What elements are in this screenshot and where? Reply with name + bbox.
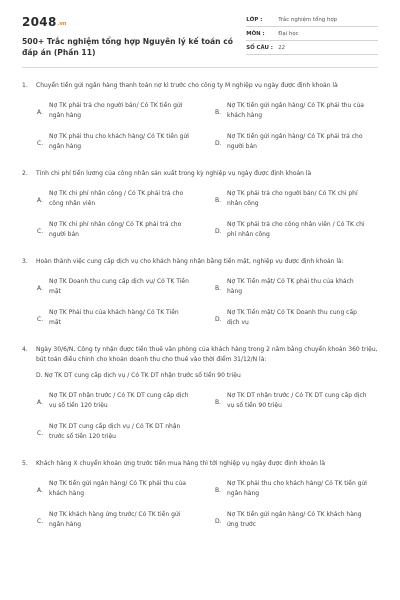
- answer-text: Nợ TK tiền gửi ngân hàng/ Có TK phải thu của khách hàng: [227, 102, 364, 119]
- answer-row: [22, 216, 378, 244]
- logo-main-text: 2048: [22, 15, 57, 29]
- answer-text: Nợ TK phải trả cho người bán/ Có TK chi phí nhân công: [227, 190, 358, 207]
- answer-grid: [22, 475, 378, 534]
- meta-row-subject: [246, 27, 378, 41]
- question-number: 1.: [22, 82, 28, 89]
- answer-text: Nợ TK Phải thu của khách hàng/ Có TK Tiền mặt: [49, 309, 179, 326]
- answer-row: [22, 185, 378, 213]
- answer-option-a[interactable]: [22, 185, 200, 213]
- answer-option-a[interactable]: [22, 387, 200, 415]
- answer-row: [22, 418, 378, 446]
- answer-option-a[interactable]: [22, 97, 200, 125]
- answer-text: Nợ TK tiền gửi ngân hàng/ Có TK khách hàng ứng trước: [227, 511, 362, 528]
- answer-letter: B.: [215, 285, 222, 292]
- answer-row: [22, 387, 378, 415]
- logo-domain-text: .vn: [57, 21, 67, 27]
- question-number: 3.: [22, 258, 28, 265]
- answer-letter: A.: [37, 487, 43, 494]
- answer-letter: A.: [37, 285, 43, 292]
- answer-option-b[interactable]: [200, 97, 378, 125]
- question-stem: [22, 257, 378, 267]
- answer-text: Nợ TK phải trả cho người bán/ Có TK tiền gửi ngân hàng: [49, 102, 183, 119]
- answer-option-c[interactable]: [22, 216, 200, 244]
- meta-value: Trắc nghiệm tổng hợp: [278, 16, 338, 23]
- answer-option-d[interactable]: [200, 304, 378, 332]
- meta-value: 22: [278, 44, 286, 51]
- answer-grid: [22, 273, 378, 332]
- question-5: [22, 459, 378, 534]
- answer-letter: B.: [215, 487, 222, 494]
- answer-letter: D.: [215, 140, 222, 147]
- meta-label: MÔN :: [246, 30, 265, 37]
- answer-text: Nợ TK DT nhận trước / Có TK DT cung cấp dịch vụ số tiền 120 triệu: [49, 392, 189, 409]
- meta-value: Đại học: [278, 30, 299, 37]
- answer-text: Nợ TK Tiền mặt/ Có TK Doanh thu cung cấp dịch vụ: [227, 309, 357, 326]
- answer-text: Nợ TK chi phí nhân công / Có TK phải trả cho công nhân viên: [49, 190, 184, 207]
- answer-text: Nợ TK tiền gửi ngân hàng/ Có TK phải thu của khách hàng: [49, 480, 186, 497]
- answer-text: Nợ TK phải thu cho khách hàng/ Có TK tiền gửi ngân hàng: [49, 133, 189, 150]
- answer-text: Nợ TK phải trả cho công nhân viên / Có TK chi phí nhân công: [227, 221, 365, 238]
- question-3: [22, 257, 378, 332]
- answer-letter: C.: [37, 140, 44, 147]
- answer-row: [22, 304, 378, 332]
- question-stem: [22, 169, 378, 179]
- answer-letter: C.: [37, 518, 44, 525]
- answer-option-d[interactable]: [200, 128, 378, 156]
- answer-letter: C.: [37, 228, 44, 235]
- answer-text: Nợ TK tiền gửi ngân hàng/ Có TK phải trả cho người bán: [227, 133, 363, 150]
- answer-option-b[interactable]: [200, 185, 378, 213]
- answer-letter: B.: [215, 399, 222, 406]
- answer-grid: [22, 185, 378, 244]
- answer-option-b[interactable]: [200, 475, 378, 503]
- meta-row-class: [246, 13, 378, 27]
- question-1: [22, 81, 378, 156]
- meta-table: [246, 12, 378, 67]
- answer-row: [22, 273, 378, 301]
- site-logo[interactable]: [22, 12, 246, 28]
- question-2: [22, 169, 378, 244]
- question-number: 5.: [22, 460, 28, 467]
- answer-row: [22, 475, 378, 503]
- question-stem: [22, 459, 378, 469]
- question-4: [22, 345, 378, 446]
- meta-row-count: [246, 41, 378, 55]
- question-text: Hoàn thành việc cung cấp dịch vụ cho khách hàng nhận bằng tiền mặt, nghiệp vụ được định khoản là:: [36, 258, 344, 265]
- question-number: 2.: [22, 170, 28, 177]
- answer-letter: A.: [37, 109, 43, 116]
- answer-text: Nợ TK phải thu cho khách hàng/ Có TK tiền gửi ngân hàng: [227, 480, 367, 497]
- answer-option-a[interactable]: [22, 475, 200, 503]
- answer-letter: D.: [215, 316, 222, 323]
- header-left: [22, 12, 246, 67]
- answer-text: Nợ TK Tiền mặt/ Có TK phải thu của khách hàng: [227, 278, 354, 295]
- answer-letter: C.: [37, 430, 44, 437]
- answer-text: Nợ TK chi phí nhân công/ Có TK phải trả cho người bán: [49, 221, 182, 238]
- worksheet-header: [22, 0, 378, 68]
- answer-option-a[interactable]: [22, 273, 200, 301]
- answer-option-b[interactable]: [200, 387, 378, 415]
- question-text: Ngày 30/6/N, Công ty nhận được tiền thuê văn phòng của khách hàng trong 2 năm bằng chuyển khoản 360 triệu, bút toán điều chỉnh cho khoản doanh thu cho thuê vào thời điểm 31/12/N là:: [36, 346, 378, 363]
- answer-grid: [22, 387, 378, 446]
- answer-text: Nợ TK DT nhận trước / Có TK DT cung cấp dịch vụ số tiền 90 triệu: [227, 392, 367, 409]
- meta-label: LỚP :: [246, 16, 263, 23]
- answer-letter: B.: [215, 109, 222, 116]
- answer-letter: D.: [215, 228, 222, 235]
- answer-option-c[interactable]: [22, 418, 203, 446]
- answer-text: Nợ TK DT cung cấp dịch vụ / Có TK DT nhận trước số tiền 120 triệu: [49, 423, 181, 440]
- answer-option-c[interactable]: [22, 506, 200, 534]
- answer-letter: B.: [215, 197, 222, 204]
- question-number: 4.: [22, 346, 28, 353]
- page-title: 500+ Trắc nghiệm tổng hợp Nguyên lý kế toán có đáp án (Phần 11): [22, 37, 233, 57]
- question-text: Tính chi phí tiền lương của công nhân sản xuất trong kỳ nghiệp vụ ngày được định khoản là: [36, 170, 312, 177]
- answer-grid: [22, 97, 378, 156]
- answer-option-c[interactable]: [22, 128, 200, 156]
- answer-letter: A.: [37, 399, 43, 406]
- answer-option-d[interactable]: [200, 216, 378, 244]
- answer-letter: C.: [37, 316, 44, 323]
- answer-option-d[interactable]: [200, 506, 378, 534]
- answer-text: Nợ TK khách hàng ứng trước/ Có TK tiền gửi ngân hàng: [49, 511, 181, 528]
- answer-option-b[interactable]: [200, 273, 378, 301]
- question-text: Chuyển tiền gửi ngân hàng thanh toán nợ kì trước cho công ty M nghiệp vụ ngày được định khoản là: [36, 82, 338, 89]
- answer-letter: A.: [37, 197, 43, 204]
- answer-option-c[interactable]: [22, 304, 200, 332]
- answer-text: Nợ TK Doanh thu cung cấp dịch vụ/ Có TK Tiền mặt: [49, 278, 189, 295]
- answer-row: [22, 97, 378, 125]
- answer-row: [22, 506, 378, 534]
- question-stem: [22, 345, 378, 365]
- answer-letter: D.: [215, 518, 222, 525]
- meta-label: SỐ CÂU :: [246, 44, 273, 51]
- answer-row: [22, 128, 378, 156]
- question-note: D. Nợ TK DT cung cấp dịch vụ / Có TK DT nhận trước số tiền 90 triệu: [36, 372, 241, 379]
- question-text: Khách hàng X chuyển khoản ứng trước tiền mua hàng thì tới nghiệp vụ ngày được định khoản là: [36, 460, 326, 467]
- question-stem: [22, 81, 378, 91]
